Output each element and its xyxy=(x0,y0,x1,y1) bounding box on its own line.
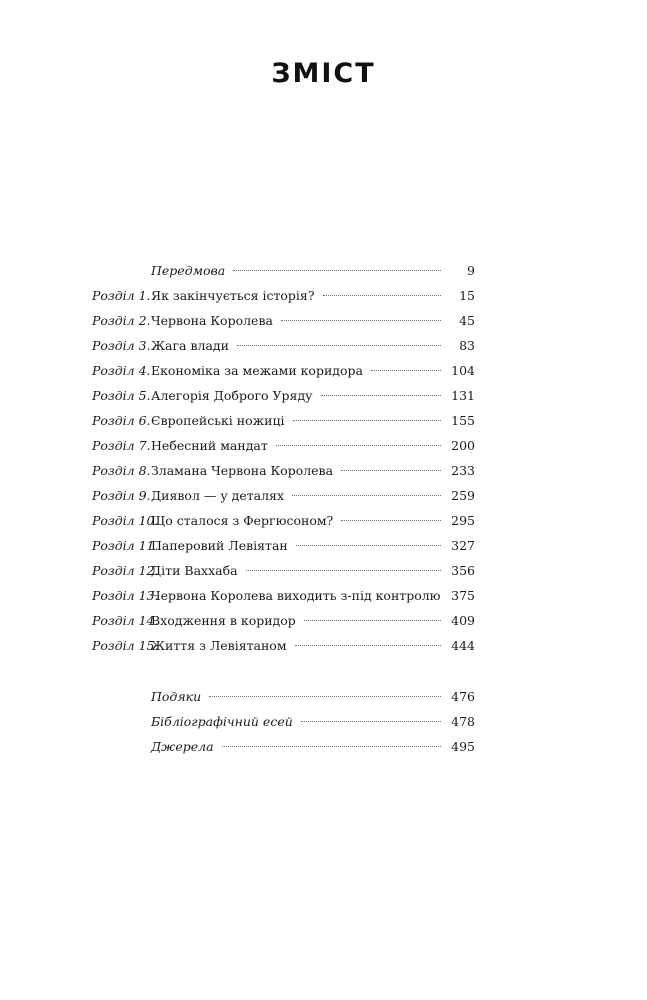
toc-entry-preface xyxy=(0,261,647,281)
toc-entry-title: Диявол — у деталях xyxy=(151,488,284,503)
dot-leader xyxy=(371,369,441,371)
dot-leader xyxy=(301,720,441,722)
toc-entry-body xyxy=(151,687,441,707)
chapter-label: Розділ 6. xyxy=(92,413,151,428)
chapter-label: Розділ 7. xyxy=(92,438,151,453)
toc-page-number: 233 xyxy=(451,463,475,478)
toc-entry-chapter xyxy=(0,536,647,556)
toc-entry-title: Економіка за межами коридора xyxy=(151,363,363,378)
toc-entry-title: Передмова xyxy=(151,263,226,278)
toc-entry-chapter xyxy=(0,461,647,481)
dot-leader xyxy=(296,544,441,546)
dot-leader xyxy=(222,745,441,747)
dot-leader xyxy=(295,644,441,646)
toc-entry-chapter xyxy=(0,311,647,331)
toc-entry-chapter xyxy=(0,586,647,606)
toc-entry-acknowledgements xyxy=(0,687,647,707)
dot-leader xyxy=(341,519,441,521)
toc-entry-body xyxy=(151,737,441,757)
dot-leader xyxy=(246,569,441,571)
toc-entry-title: Як закінчується історія? xyxy=(151,288,315,303)
toc-entry-body xyxy=(151,511,441,531)
toc-page-number: 131 xyxy=(451,388,475,403)
toc-entry-body xyxy=(151,561,441,581)
toc-entry-chapter xyxy=(0,561,647,581)
toc-entry-body xyxy=(151,361,441,381)
toc-entry-body xyxy=(151,386,441,406)
toc-page-number: 9 xyxy=(467,263,475,278)
chapter-label: Розділ 11. xyxy=(92,538,159,553)
chapter-label: Розділ 15. xyxy=(92,638,159,653)
toc-entry-body xyxy=(151,611,441,631)
toc-page-number: 495 xyxy=(451,739,475,754)
toc-entry-body xyxy=(151,712,441,732)
toc-page-number: 45 xyxy=(459,313,475,328)
toc-entry-chapter xyxy=(0,336,647,356)
toc-entry-body xyxy=(151,586,441,606)
chapter-label: Розділ 5. xyxy=(92,388,151,403)
dot-leader xyxy=(321,394,442,396)
toc-entry-body xyxy=(151,286,441,306)
toc-entry-title: Червона Королева виходить з-під контролю xyxy=(151,588,441,603)
toc-entry-body xyxy=(151,336,441,356)
toc-entry-title: Що сталося з Фергюсоном? xyxy=(151,513,334,528)
toc-entry-body xyxy=(151,461,441,481)
toc-page-number: 375 xyxy=(451,588,475,603)
toc-page-number: 15 xyxy=(459,288,475,303)
chapter-label: Розділ 2. xyxy=(92,313,151,328)
toc-entry-bibliographic-essay xyxy=(0,712,647,732)
chapter-label: Розділ 13. xyxy=(92,588,159,603)
toc-entry-title: Червона Королева xyxy=(151,313,273,328)
dot-leader xyxy=(281,319,441,321)
toc-entry-chapter xyxy=(0,411,647,431)
toc-page-number: 409 xyxy=(451,613,475,628)
toc-entry-chapter xyxy=(0,636,647,656)
chapter-label: Розділ 12. xyxy=(92,563,159,578)
page-title: ЗМІСТ xyxy=(271,58,376,89)
toc-entry-body xyxy=(151,411,441,431)
toc-page-number: 295 xyxy=(451,513,475,528)
chapter-label: Розділ 3. xyxy=(92,338,151,353)
dot-leader xyxy=(341,469,441,471)
toc-entry-title: Джерела xyxy=(151,739,214,754)
toc-entry-title: Небесний мандат xyxy=(151,438,268,453)
dot-leader xyxy=(237,344,441,346)
toc-page-number: 327 xyxy=(451,538,475,553)
toc-entry-title: Входження в коридор xyxy=(151,613,296,628)
toc-entry-body xyxy=(151,311,441,331)
toc-page-number: 476 xyxy=(451,689,475,704)
toc-entry-body xyxy=(151,536,441,556)
toc-entry-body xyxy=(151,636,441,656)
toc-entry-body xyxy=(151,436,441,456)
toc-entry-chapter xyxy=(0,286,647,306)
toc-entry-chapter xyxy=(0,486,647,506)
chapter-label: Розділ 8. xyxy=(92,463,151,478)
dot-leader xyxy=(209,695,441,697)
toc-entry-title: Зламана Червона Королева xyxy=(151,463,334,478)
toc-entry-sources xyxy=(0,737,647,757)
toc-entry-title: Бібліографічний есей xyxy=(151,714,293,729)
toc-page-number: 259 xyxy=(451,488,475,503)
dot-leader xyxy=(323,294,441,296)
dot-leader xyxy=(292,494,441,496)
chapter-label: Розділ 10. xyxy=(92,513,159,528)
dot-leader xyxy=(304,619,441,621)
toc-page-number: 155 xyxy=(451,413,475,428)
toc-page-number: 356 xyxy=(451,563,475,578)
toc-entry-chapter xyxy=(0,511,647,531)
dot-leader xyxy=(233,269,441,271)
chapter-label: Розділ 1. xyxy=(92,288,151,303)
toc-page-number: 83 xyxy=(459,338,475,353)
toc-entry-body xyxy=(151,261,441,281)
chapter-label: Розділ 9. xyxy=(92,488,151,503)
toc-entry-title: Паперовий Левіятан xyxy=(151,538,288,553)
toc-page-number: 104 xyxy=(451,363,475,378)
toc-entry-title: Життя з Левіятаном xyxy=(151,638,287,653)
dot-leader xyxy=(276,444,441,446)
toc-entry-title: Європейські ножиці xyxy=(151,413,285,428)
toc-page-number: 200 xyxy=(451,438,475,453)
toc-entry-chapter xyxy=(0,611,647,631)
toc-page-number: 444 xyxy=(451,638,475,653)
toc-entry-chapter xyxy=(0,386,647,406)
toc-entry-title: Подяки xyxy=(151,689,202,704)
dot-leader xyxy=(293,419,441,421)
toc-page-number: 478 xyxy=(451,714,475,729)
toc-entry-chapter xyxy=(0,436,647,456)
toc-entry-title: Діти Ваххаба xyxy=(151,563,238,578)
toc-entry-title: Алегорія Доброго Уряду xyxy=(151,388,313,403)
chapter-label: Розділ 14. xyxy=(92,613,159,628)
chapter-label: Розділ 4. xyxy=(92,363,151,378)
toc-entry-title: Жага влади xyxy=(151,338,229,353)
toc-entry-chapter xyxy=(0,361,647,381)
toc-entry-body xyxy=(151,486,441,506)
